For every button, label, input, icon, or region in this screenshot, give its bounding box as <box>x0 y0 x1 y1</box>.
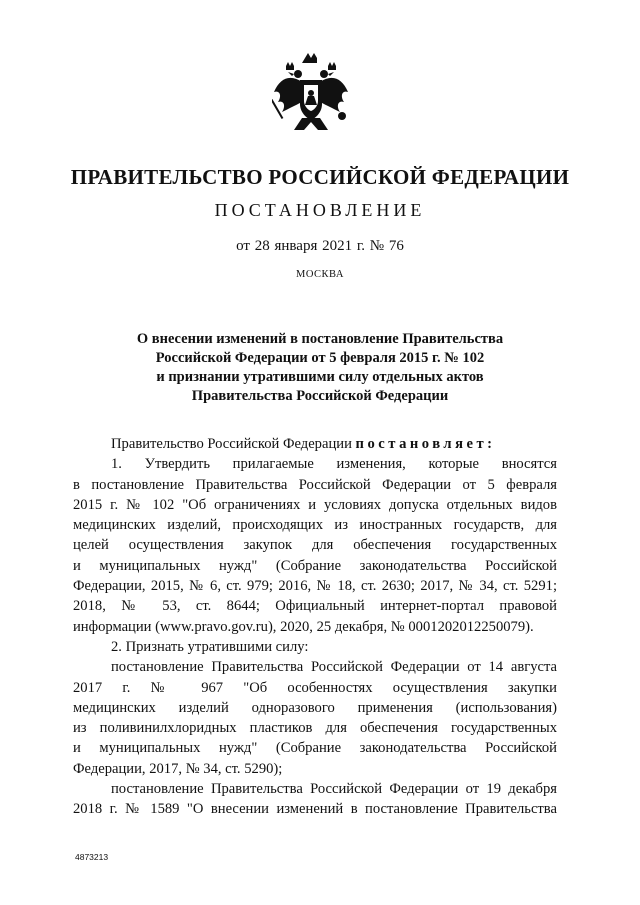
paragraph-line: из поливинилхлоридных пластиков для обеспечения государственных <box>73 720 557 737</box>
paragraph-line: 2017 г. № 967 "Об особенностях осуществления закупки <box>73 679 557 696</box>
paragraph-line: 2018, № 53, ст. 8644; Официальный интернет-портал правовой <box>73 598 557 615</box>
paragraph-line: постановление Правительства Российской Федерации от 14 августа <box>111 659 557 676</box>
paragraph-line: и муниципальных нужд" (Собрание законодательства Российской <box>73 740 557 757</box>
document-date-number: от 28 января 2021 г. № 76 <box>236 238 404 254</box>
preamble-text: Правительство Российской Федерации <box>111 436 356 452</box>
paragraph-line: 2. Признать утратившими силу: <box>111 638 309 655</box>
paragraph-line: Федерации, 2015, № 6, ст. 979; 2016, № 18, ст. 2630; 2017, № 34, ст. 5291; <box>73 578 557 595</box>
paragraph-line: и муниципальных нужд" (Собрание законодательства Российской <box>73 557 557 574</box>
paragraph-line: медицинских изделий, происходящих из иностранных государств, для <box>73 517 557 534</box>
russian-double-headed-eagle-emblem-icon <box>272 52 350 136</box>
decree-title-line: О внесении изменений в постановление Правительства <box>136 331 504 347</box>
decree-body <box>73 434 557 820</box>
decree-title-line: Правительства Российской Федерации <box>191 388 449 404</box>
paragraph-line: 2015 г. № 102 "Об ограничениях и условиях допуска отдельных видов <box>73 496 557 513</box>
decree-title-line: Российской Федерации от 5 февраля 2015 г. № 102 <box>155 350 485 366</box>
document-city: МОСКВА <box>296 269 344 280</box>
preamble-decides: постановляет: <box>355 436 496 452</box>
government-emblem <box>272 52 350 136</box>
document-code: 4873213 <box>75 852 109 862</box>
paragraph-line: 2018 г. № 1589 "О внесении изменений в постановление Правительства <box>73 801 557 818</box>
preamble <box>73 434 557 454</box>
paragraph-line: в постановление Правительства Российской Федерации от 5 февраля <box>73 476 557 493</box>
paragraph-line: информации (www.pravo.gov.ru), 2020, 25 декабря, № 0001202012250079). <box>73 618 534 635</box>
paragraph-line: Федерации, 2017, № 34, ст. 5290); <box>73 760 283 777</box>
decree-title <box>80 330 560 406</box>
paragraph-line: медицинских изделий одноразового применения (использования) <box>73 699 557 716</box>
government-title: ПРАВИТЕЛЬСТВО РОССИЙСКОЙ ФЕДЕРАЦИИ <box>70 165 570 189</box>
paragraph-line: целей осуществления закупок для обеспечения государственных <box>73 537 557 554</box>
document-type: ПОСТАНОВЛЕНИЕ <box>214 200 426 220</box>
paragraph-line: постановление Правительства Российской Федерации от 19 декабря <box>111 781 557 798</box>
paragraph-line: 1. Утвердить прилагаемые изменения, которые вносятся <box>111 456 557 473</box>
decree-title-line: и признании утратившими силу отдельных актов <box>156 369 484 385</box>
